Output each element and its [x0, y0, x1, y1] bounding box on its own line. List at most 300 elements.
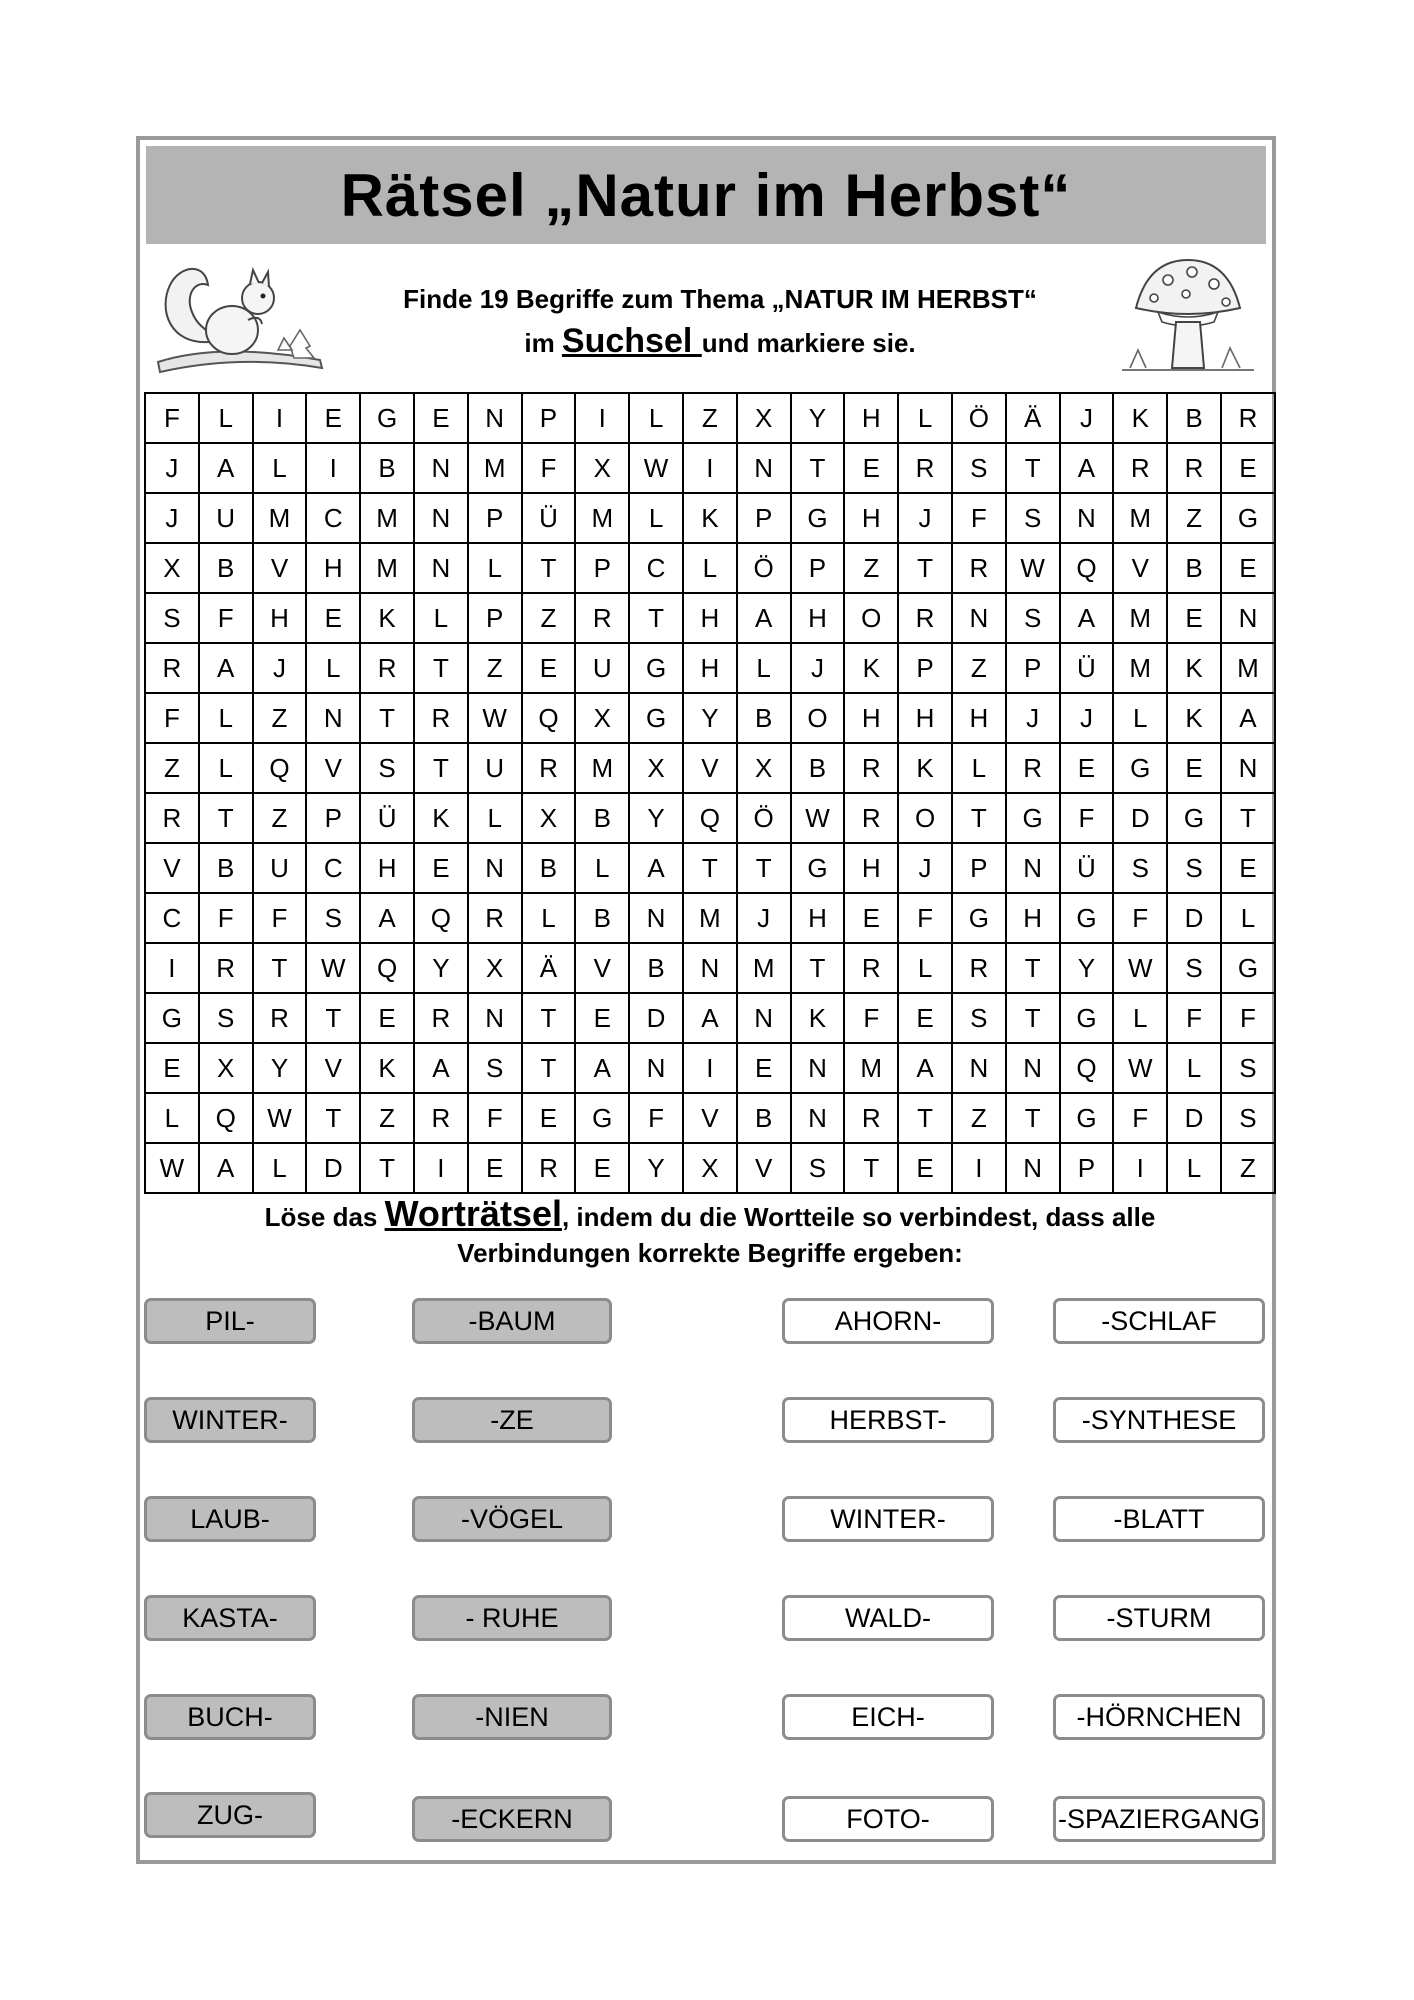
grid-cell[interactable]: E: [898, 993, 952, 1043]
grid-cell[interactable]: Ü: [1060, 643, 1114, 693]
grid-cell[interactable]: Y: [683, 693, 737, 743]
grid-cell[interactable]: N: [791, 1043, 845, 1093]
grid-cell[interactable]: E: [737, 1043, 791, 1093]
grid-cell[interactable]: S: [1167, 843, 1221, 893]
grid-cell[interactable]: E: [522, 1093, 576, 1143]
word-part-chip[interactable]: ZUG-: [144, 1792, 316, 1838]
grid-cell[interactable]: S: [1006, 593, 1060, 643]
grid-cell[interactable]: L: [1167, 1143, 1221, 1193]
grid-cell[interactable]: T: [1221, 793, 1275, 843]
grid-cell[interactable]: J: [145, 493, 199, 543]
grid-cell[interactable]: Ä: [522, 943, 576, 993]
grid-cell[interactable]: D: [306, 1143, 360, 1193]
grid-cell[interactable]: W: [253, 1093, 307, 1143]
word-part-chip[interactable]: WINTER-: [144, 1397, 316, 1443]
grid-cell[interactable]: I: [306, 443, 360, 493]
word-part-chip[interactable]: BUCH-: [144, 1694, 316, 1740]
grid-cell[interactable]: I: [683, 443, 737, 493]
grid-cell[interactable]: E: [1221, 443, 1275, 493]
grid-cell[interactable]: N: [468, 393, 522, 443]
grid-cell[interactable]: R: [1113, 443, 1167, 493]
grid-cell[interactable]: F: [1167, 993, 1221, 1043]
grid-cell[interactable]: G: [145, 993, 199, 1043]
grid-cell[interactable]: B: [1167, 543, 1221, 593]
grid-cell[interactable]: A: [1060, 443, 1114, 493]
grid-cell[interactable]: M: [468, 443, 522, 493]
grid-cell[interactable]: E: [145, 1043, 199, 1093]
grid-cell[interactable]: S: [1221, 1043, 1275, 1093]
grid-cell[interactable]: T: [898, 543, 952, 593]
grid-cell[interactable]: K: [898, 743, 952, 793]
grid-cell[interactable]: P: [468, 593, 522, 643]
grid-cell[interactable]: H: [844, 393, 898, 443]
grid-cell[interactable]: S: [145, 593, 199, 643]
grid-cell[interactable]: H: [844, 493, 898, 543]
grid-cell[interactable]: I: [1113, 1143, 1167, 1193]
grid-cell[interactable]: G: [1060, 993, 1114, 1043]
grid-cell[interactable]: N: [1221, 593, 1275, 643]
grid-cell[interactable]: S: [360, 743, 414, 793]
grid-cell[interactable]: T: [1006, 1093, 1060, 1143]
grid-cell[interactable]: T: [199, 793, 253, 843]
grid-cell[interactable]: X: [575, 443, 629, 493]
grid-cell[interactable]: B: [360, 443, 414, 493]
grid-cell[interactable]: R: [145, 793, 199, 843]
grid-cell[interactable]: P: [791, 543, 845, 593]
grid-cell[interactable]: G: [629, 693, 683, 743]
grid-cell[interactable]: A: [683, 993, 737, 1043]
grid-cell[interactable]: R: [253, 993, 307, 1043]
word-part-chip[interactable]: -HÖRNCHEN: [1053, 1694, 1265, 1740]
word-part-chip[interactable]: HERBST-: [782, 1397, 994, 1443]
grid-cell[interactable]: A: [414, 1043, 468, 1093]
grid-cell[interactable]: E: [1060, 743, 1114, 793]
grid-cell[interactable]: Z: [683, 393, 737, 443]
grid-cell[interactable]: R: [145, 643, 199, 693]
word-part-chip[interactable]: -ZE: [412, 1397, 612, 1443]
grid-cell[interactable]: F: [199, 893, 253, 943]
grid-cell[interactable]: N: [629, 1043, 683, 1093]
grid-cell[interactable]: L: [1221, 893, 1275, 943]
grid-cell[interactable]: Ü: [522, 493, 576, 543]
grid-cell[interactable]: A: [737, 593, 791, 643]
grid-cell[interactable]: F: [952, 493, 1006, 543]
grid-cell[interactable]: N: [791, 1093, 845, 1143]
grid-cell[interactable]: L: [306, 643, 360, 693]
grid-cell[interactable]: L: [898, 393, 952, 443]
grid-cell[interactable]: W: [145, 1143, 199, 1193]
grid-cell[interactable]: A: [629, 843, 683, 893]
grid-cell[interactable]: S: [952, 993, 1006, 1043]
grid-cell[interactable]: H: [306, 543, 360, 593]
grid-cell[interactable]: H: [898, 693, 952, 743]
grid-cell[interactable]: I: [414, 1143, 468, 1193]
grid-cell[interactable]: I: [145, 943, 199, 993]
grid-cell[interactable]: L: [1113, 993, 1167, 1043]
grid-cell[interactable]: L: [629, 493, 683, 543]
grid-cell[interactable]: G: [791, 843, 845, 893]
word-part-chip[interactable]: -VÖGEL: [412, 1496, 612, 1542]
grid-cell[interactable]: L: [199, 393, 253, 443]
grid-cell[interactable]: R: [844, 943, 898, 993]
grid-cell[interactable]: V: [683, 743, 737, 793]
grid-cell[interactable]: N: [414, 443, 468, 493]
word-part-chip[interactable]: -SYNTHESE: [1053, 1397, 1265, 1443]
grid-cell[interactable]: P: [737, 493, 791, 543]
grid-cell[interactable]: L: [199, 743, 253, 793]
grid-cell[interactable]: F: [199, 593, 253, 643]
grid-cell[interactable]: T: [522, 1043, 576, 1093]
grid-cell[interactable]: Y: [414, 943, 468, 993]
grid-cell[interactable]: R: [952, 543, 1006, 593]
grid-cell[interactable]: S: [306, 893, 360, 943]
grid-cell[interactable]: J: [737, 893, 791, 943]
grid-cell[interactable]: E: [1221, 543, 1275, 593]
grid-cell[interactable]: E: [414, 843, 468, 893]
grid-cell[interactable]: H: [1006, 893, 1060, 943]
grid-cell[interactable]: E: [468, 1143, 522, 1193]
word-part-chip[interactable]: FOTO-: [782, 1796, 994, 1842]
grid-cell[interactable]: G: [360, 393, 414, 443]
grid-cell[interactable]: O: [898, 793, 952, 843]
grid-cell[interactable]: N: [1060, 493, 1114, 543]
grid-cell[interactable]: V: [306, 1043, 360, 1093]
grid-cell[interactable]: S: [1113, 843, 1167, 893]
grid-cell[interactable]: V: [737, 1143, 791, 1193]
grid-cell[interactable]: E: [414, 393, 468, 443]
grid-cell[interactable]: R: [522, 743, 576, 793]
word-part-chip[interactable]: -ECKERN: [412, 1796, 612, 1842]
grid-cell[interactable]: B: [737, 693, 791, 743]
grid-cell[interactable]: A: [199, 1143, 253, 1193]
grid-cell[interactable]: V: [253, 543, 307, 593]
grid-cell[interactable]: S: [1167, 943, 1221, 993]
grid-cell[interactable]: F: [145, 693, 199, 743]
grid-cell[interactable]: T: [629, 593, 683, 643]
grid-cell[interactable]: N: [683, 943, 737, 993]
word-part-chip[interactable]: - RUHE: [412, 1595, 612, 1641]
grid-cell[interactable]: Z: [1167, 493, 1221, 543]
grid-cell[interactable]: K: [1167, 643, 1221, 693]
word-part-chip[interactable]: PIL-: [144, 1298, 316, 1344]
grid-cell[interactable]: W: [791, 793, 845, 843]
grid-cell[interactable]: F: [898, 893, 952, 943]
grid-cell[interactable]: X: [737, 743, 791, 793]
grid-cell[interactable]: T: [844, 1143, 898, 1193]
grid-cell[interactable]: P: [1006, 643, 1060, 693]
grid-cell[interactable]: R: [575, 593, 629, 643]
grid-cell[interactable]: L: [898, 943, 952, 993]
grid-cell[interactable]: D: [1167, 893, 1221, 943]
grid-cell[interactable]: T: [522, 543, 576, 593]
grid-cell[interactable]: O: [844, 593, 898, 643]
grid-cell[interactable]: Q: [360, 943, 414, 993]
word-part-chip[interactable]: KASTA-: [144, 1595, 316, 1641]
grid-cell[interactable]: Q: [683, 793, 737, 843]
grid-cell[interactable]: R: [522, 1143, 576, 1193]
grid-cell[interactable]: E: [1167, 743, 1221, 793]
grid-cell[interactable]: B: [737, 1093, 791, 1143]
grid-cell[interactable]: E: [575, 993, 629, 1043]
grid-cell[interactable]: T: [791, 443, 845, 493]
grid-cell[interactable]: T: [414, 743, 468, 793]
grid-cell[interactable]: E: [575, 1143, 629, 1193]
grid-cell[interactable]: E: [844, 893, 898, 943]
grid-cell[interactable]: X: [683, 1143, 737, 1193]
grid-cell[interactable]: J: [1060, 393, 1114, 443]
grid-cell[interactable]: R: [414, 693, 468, 743]
grid-cell[interactable]: N: [952, 593, 1006, 643]
grid-cell[interactable]: F: [145, 393, 199, 443]
grid-cell[interactable]: L: [1113, 693, 1167, 743]
grid-cell[interactable]: Z: [253, 693, 307, 743]
grid-cell[interactable]: G: [1167, 793, 1221, 843]
grid-cell[interactable]: Z: [844, 543, 898, 593]
grid-cell[interactable]: I: [683, 1043, 737, 1093]
grid-cell[interactable]: X: [468, 943, 522, 993]
grid-cell[interactable]: J: [1006, 693, 1060, 743]
grid-cell[interactable]: M: [253, 493, 307, 543]
grid-cell[interactable]: L: [414, 593, 468, 643]
grid-cell[interactable]: K: [1113, 393, 1167, 443]
grid-cell[interactable]: L: [1167, 1043, 1221, 1093]
grid-cell[interactable]: R: [1167, 443, 1221, 493]
grid-cell[interactable]: H: [844, 843, 898, 893]
grid-cell[interactable]: T: [683, 843, 737, 893]
grid-cell[interactable]: T: [791, 943, 845, 993]
grid-cell[interactable]: H: [952, 693, 1006, 743]
grid-cell[interactable]: T: [952, 793, 1006, 843]
grid-cell[interactable]: T: [360, 693, 414, 743]
grid-cell[interactable]: N: [737, 993, 791, 1043]
grid-cell[interactable]: U: [199, 493, 253, 543]
grid-cell[interactable]: Ö: [737, 543, 791, 593]
grid-cell[interactable]: N: [1006, 1043, 1060, 1093]
grid-cell[interactable]: C: [306, 843, 360, 893]
grid-cell[interactable]: L: [468, 793, 522, 843]
grid-cell[interactable]: R: [414, 1093, 468, 1143]
grid-cell[interactable]: K: [1167, 693, 1221, 743]
grid-cell[interactable]: S: [791, 1143, 845, 1193]
grid-cell[interactable]: W: [306, 943, 360, 993]
grid-cell[interactable]: Y: [1060, 943, 1114, 993]
grid-cell[interactable]: C: [629, 543, 683, 593]
grid-cell[interactable]: P: [575, 543, 629, 593]
grid-cell[interactable]: W: [1113, 1043, 1167, 1093]
grid-cell[interactable]: V: [575, 943, 629, 993]
grid-cell[interactable]: M: [575, 493, 629, 543]
grid-cell[interactable]: L: [145, 1093, 199, 1143]
grid-cell[interactable]: M: [1113, 493, 1167, 543]
grid-cell[interactable]: A: [575, 1043, 629, 1093]
grid-cell[interactable]: Y: [791, 393, 845, 443]
grid-cell[interactable]: A: [199, 443, 253, 493]
word-part-chip[interactable]: EICH-: [782, 1694, 994, 1740]
grid-cell[interactable]: V: [145, 843, 199, 893]
grid-cell[interactable]: G: [1113, 743, 1167, 793]
grid-cell[interactable]: J: [1060, 693, 1114, 743]
grid-cell[interactable]: Z: [253, 793, 307, 843]
grid-cell[interactable]: E: [522, 643, 576, 693]
grid-cell[interactable]: M: [1221, 643, 1275, 693]
grid-cell[interactable]: S: [468, 1043, 522, 1093]
grid-cell[interactable]: J: [145, 443, 199, 493]
grid-cell[interactable]: B: [199, 543, 253, 593]
grid-cell[interactable]: T: [1006, 443, 1060, 493]
grid-cell[interactable]: A: [898, 1043, 952, 1093]
grid-cell[interactable]: B: [791, 743, 845, 793]
grid-cell[interactable]: L: [683, 543, 737, 593]
grid-cell[interactable]: Z: [1221, 1143, 1275, 1193]
grid-cell[interactable]: G: [1060, 1093, 1114, 1143]
grid-cell[interactable]: N: [1006, 1143, 1060, 1193]
word-part-chip[interactable]: -NIEN: [412, 1694, 612, 1740]
grid-cell[interactable]: N: [737, 443, 791, 493]
grid-cell[interactable]: F: [1060, 793, 1114, 843]
grid-cell[interactable]: W: [1006, 543, 1060, 593]
grid-cell[interactable]: P: [898, 643, 952, 693]
word-part-chip[interactable]: WINTER-: [782, 1496, 994, 1542]
grid-cell[interactable]: R: [844, 793, 898, 843]
grid-cell[interactable]: O: [791, 693, 845, 743]
grid-cell[interactable]: I: [253, 393, 307, 443]
grid-cell[interactable]: N: [952, 1043, 1006, 1093]
grid-cell[interactable]: A: [199, 643, 253, 693]
grid-cell[interactable]: A: [1221, 693, 1275, 743]
word-part-chip[interactable]: -SCHLAF: [1053, 1298, 1265, 1344]
grid-cell[interactable]: L: [952, 743, 1006, 793]
grid-cell[interactable]: F: [522, 443, 576, 493]
grid-cell[interactable]: Ü: [360, 793, 414, 843]
word-part-chip[interactable]: -BLATT: [1053, 1496, 1265, 1542]
grid-cell[interactable]: V: [1113, 543, 1167, 593]
grid-cell[interactable]: K: [791, 993, 845, 1043]
grid-cell[interactable]: E: [306, 393, 360, 443]
grid-cell[interactable]: N: [414, 543, 468, 593]
grid-cell[interactable]: M: [360, 493, 414, 543]
grid-cell[interactable]: L: [575, 843, 629, 893]
grid-cell[interactable]: B: [629, 943, 683, 993]
grid-cell[interactable]: N: [1006, 843, 1060, 893]
grid-cell[interactable]: L: [468, 543, 522, 593]
grid-cell[interactable]: W: [1113, 943, 1167, 993]
grid-cell[interactable]: B: [199, 843, 253, 893]
grid-cell[interactable]: U: [468, 743, 522, 793]
grid-cell[interactable]: G: [1221, 943, 1275, 993]
grid-cell[interactable]: Z: [522, 593, 576, 643]
grid-cell[interactable]: J: [898, 843, 952, 893]
grid-cell[interactable]: M: [737, 943, 791, 993]
grid-cell[interactable]: U: [575, 643, 629, 693]
grid-cell[interactable]: T: [1006, 993, 1060, 1043]
grid-cell[interactable]: X: [199, 1043, 253, 1093]
grid-cell[interactable]: R: [844, 1093, 898, 1143]
grid-cell[interactable]: J: [898, 493, 952, 543]
word-part-chip[interactable]: -STURM: [1053, 1595, 1265, 1641]
grid-cell[interactable]: M: [683, 893, 737, 943]
grid-cell[interactable]: L: [629, 393, 683, 443]
grid-cell[interactable]: R: [468, 893, 522, 943]
grid-cell[interactable]: T: [360, 1143, 414, 1193]
grid-cell[interactable]: Ü: [1060, 843, 1114, 893]
grid-cell[interactable]: I: [575, 393, 629, 443]
word-part-chip[interactable]: -SPAZIERGANG: [1053, 1796, 1265, 1842]
grid-cell[interactable]: F: [629, 1093, 683, 1143]
grid-cell[interactable]: N: [414, 493, 468, 543]
grid-cell[interactable]: L: [522, 893, 576, 943]
grid-cell[interactable]: L: [199, 693, 253, 743]
grid-cell[interactable]: F: [468, 1093, 522, 1143]
grid-cell[interactable]: S: [199, 993, 253, 1043]
word-part-chip[interactable]: WALD-: [782, 1595, 994, 1641]
grid-cell[interactable]: E: [1167, 593, 1221, 643]
grid-cell[interactable]: Ö: [952, 393, 1006, 443]
grid-cell[interactable]: T: [898, 1093, 952, 1143]
grid-cell[interactable]: Y: [253, 1043, 307, 1093]
grid-cell[interactable]: T: [522, 993, 576, 1043]
grid-cell[interactable]: T: [306, 1093, 360, 1143]
word-part-chip[interactable]: AHORN-: [782, 1298, 994, 1344]
grid-cell[interactable]: X: [737, 393, 791, 443]
grid-cell[interactable]: F: [253, 893, 307, 943]
grid-cell[interactable]: G: [1006, 793, 1060, 843]
grid-cell[interactable]: W: [468, 693, 522, 743]
grid-cell[interactable]: P: [468, 493, 522, 543]
grid-cell[interactable]: M: [575, 743, 629, 793]
grid-cell[interactable]: R: [360, 643, 414, 693]
grid-cell[interactable]: T: [306, 993, 360, 1043]
word-part-chip[interactable]: LAUB-: [144, 1496, 316, 1542]
grid-cell[interactable]: Y: [629, 793, 683, 843]
grid-cell[interactable]: A: [1060, 593, 1114, 643]
grid-cell[interactable]: G: [952, 893, 1006, 943]
grid-cell[interactable]: H: [683, 593, 737, 643]
grid-cell[interactable]: Z: [952, 1093, 1006, 1143]
grid-cell[interactable]: P: [952, 843, 1006, 893]
grid-cell[interactable]: G: [1060, 893, 1114, 943]
grid-cell[interactable]: D: [1113, 793, 1167, 843]
grid-cell[interactable]: G: [629, 643, 683, 693]
grid-cell[interactable]: E: [1221, 843, 1275, 893]
grid-cell[interactable]: R: [844, 743, 898, 793]
grid-cell[interactable]: Y: [629, 1143, 683, 1193]
grid-cell[interactable]: Q: [199, 1093, 253, 1143]
grid-cell[interactable]: Q: [253, 743, 307, 793]
grid-cell[interactable]: F: [1113, 1093, 1167, 1143]
grid-cell[interactable]: N: [306, 693, 360, 743]
grid-cell[interactable]: Ö: [737, 793, 791, 843]
grid-cell[interactable]: R: [1221, 393, 1275, 443]
grid-cell[interactable]: U: [253, 843, 307, 893]
grid-cell[interactable]: H: [683, 643, 737, 693]
grid-cell[interactable]: R: [414, 993, 468, 1043]
grid-cell[interactable]: C: [145, 893, 199, 943]
grid-cell[interactable]: F: [1113, 893, 1167, 943]
grid-cell[interactable]: L: [253, 443, 307, 493]
grid-cell[interactable]: M: [360, 543, 414, 593]
grid-cell[interactable]: A: [360, 893, 414, 943]
grid-cell[interactable]: N: [468, 993, 522, 1043]
grid-cell[interactable]: E: [898, 1143, 952, 1193]
grid-cell[interactable]: T: [414, 643, 468, 693]
grid-cell[interactable]: X: [145, 543, 199, 593]
grid-cell[interactable]: H: [844, 693, 898, 743]
grid-cell[interactable]: P: [306, 793, 360, 843]
grid-cell[interactable]: E: [844, 443, 898, 493]
grid-cell[interactable]: M: [1113, 643, 1167, 693]
grid-cell[interactable]: N: [468, 843, 522, 893]
grid-cell[interactable]: F: [1221, 993, 1275, 1043]
